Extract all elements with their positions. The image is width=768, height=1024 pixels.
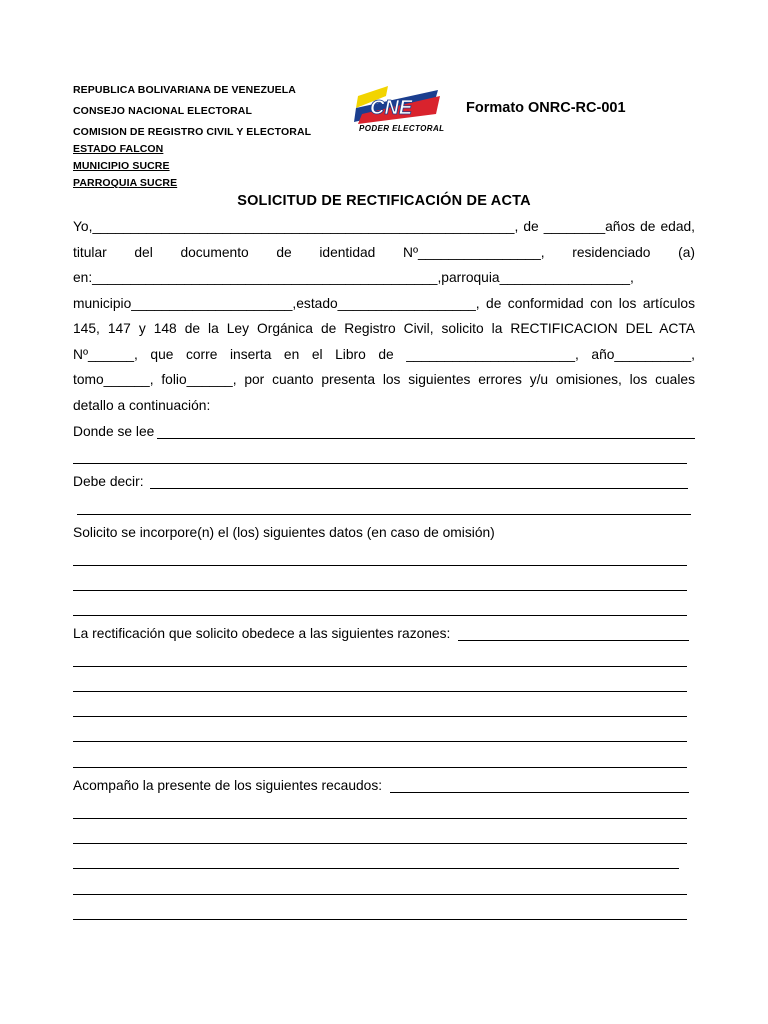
logo-subtitle: PODER ELECTORAL (359, 124, 445, 133)
field-recaudos[interactable] (390, 792, 689, 793)
field-debe-decir[interactable] (150, 488, 688, 489)
field-recaudos-line-4[interactable] (73, 868, 679, 869)
field-razones-line-6[interactable] (73, 767, 687, 768)
label-donde-se-lee: Donde se lee (73, 424, 155, 439)
field-incorpore-line-2[interactable] (73, 590, 687, 591)
header-parish: PARROQUIA SUCRE (73, 177, 178, 189)
declaration-paragraph (73, 214, 695, 418)
field-debe-decir-line-2[interactable] (77, 514, 691, 515)
field-donde-se-lee-line-2[interactable] (73, 463, 687, 464)
format-code: Formato ONRC-RC-001 (466, 100, 626, 116)
label-debe-decir: Debe decir: (73, 474, 144, 489)
field-recaudos-line-3[interactable] (73, 843, 687, 844)
field-razones-line-5[interactable] (73, 741, 687, 742)
field-recaudos-line-2[interactable] (73, 818, 687, 819)
logo-text: CNE (370, 97, 413, 119)
field-razones-line-3[interactable] (73, 691, 687, 692)
header-republic: REPUBLICA BOLIVARIANA DE VENEZUELA (73, 84, 296, 96)
field-recaudos-line-5[interactable] (73, 894, 687, 895)
field-incorpore-line-3[interactable] (73, 615, 687, 616)
declaration-text: Yo,_______________________________________________________, de ________años de edad, titular del documento de identidad Nº________________, residenciado (a) en:_____________________________________________,parroquia_________________, municipio_____________________,estado__________________, de conformidad con los artículos 145, 147 y 148 de la Ley Orgánica de Registro Civil, solicito la RECTIFICACION DEL ACTA Nº______, que corre inserta en el Libro de ______________________, año__________, tomo______, folio______, por cuanto presenta los siguientes errores y/u omisiones, los cuales detallo a continuación: (73, 219, 695, 413)
field-razones-line-4[interactable] (73, 716, 687, 717)
field-donde-se-lee[interactable] (157, 438, 695, 439)
label-solicito-incorpore: Solicito se incorpore(n) el (los) siguientes datos (en caso de omisión) (73, 525, 495, 540)
field-incorpore-line-1[interactable] (73, 565, 687, 566)
field-recaudos-line-6[interactable] (73, 919, 687, 920)
form-title: SOLICITUD DE RECTIFICACIÓN DE ACTA (237, 193, 531, 209)
header-state: ESTADO FALCON (73, 143, 164, 155)
label-razones: La rectificación que solicito obedece a las siguientes razones: (73, 626, 451, 641)
label-recaudos: Acompaño la presente de los siguientes recaudos: (73, 778, 383, 793)
header-council: CONSEJO NACIONAL ELECTORAL (73, 105, 252, 117)
field-razones[interactable] (458, 640, 689, 641)
header-municipality: MUNICIPIO SUCRE (73, 160, 170, 172)
header-commission: COMISION DE REGISTRO CIVIL Y ELECTORAL (73, 126, 312, 138)
field-razones-line-2[interactable] (73, 666, 687, 667)
